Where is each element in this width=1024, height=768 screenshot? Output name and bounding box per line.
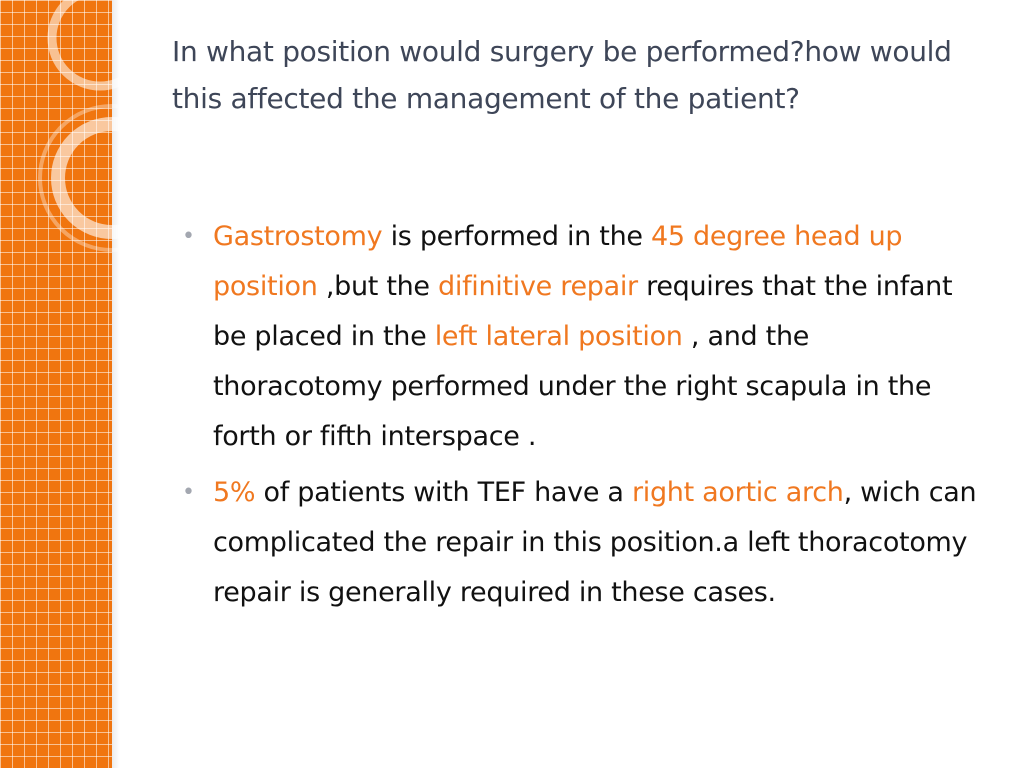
highlight-text: right aortic arch (631, 477, 844, 508)
slide-title: In what position would surgery be performed?how would this affected the management of the patient? (172, 35, 952, 115)
body-text: ,but the (317, 271, 439, 302)
bullet-list (182, 212, 982, 624)
bullet-item (182, 212, 982, 462)
body-text: of patients with TEF have a (255, 477, 632, 508)
bullet-marker-icon: • (182, 224, 195, 249)
highlight-text: 5% (213, 477, 256, 508)
bullet-item (182, 468, 982, 618)
body-text: requires that the infant be placed in the (213, 271, 953, 352)
body-text: is performed in the (382, 221, 651, 252)
highlight-text: 45 degree head up position (213, 221, 903, 302)
highlight-text: left lateral position (434, 321, 683, 352)
decorative-circles (0, 0, 150, 260)
bullet-marker-icon: • (182, 480, 195, 505)
body-text: , wich can complicated the repair in this position.a left thoracotomy repair is generally required in these cases. (213, 477, 977, 608)
highlight-text: Gastrostomy (213, 221, 383, 252)
body-text: , and the thoracotomy performed under the right scapula in the forth or fifth interspace . (213, 321, 932, 452)
highlight-text: difinitive repair (438, 271, 638, 302)
